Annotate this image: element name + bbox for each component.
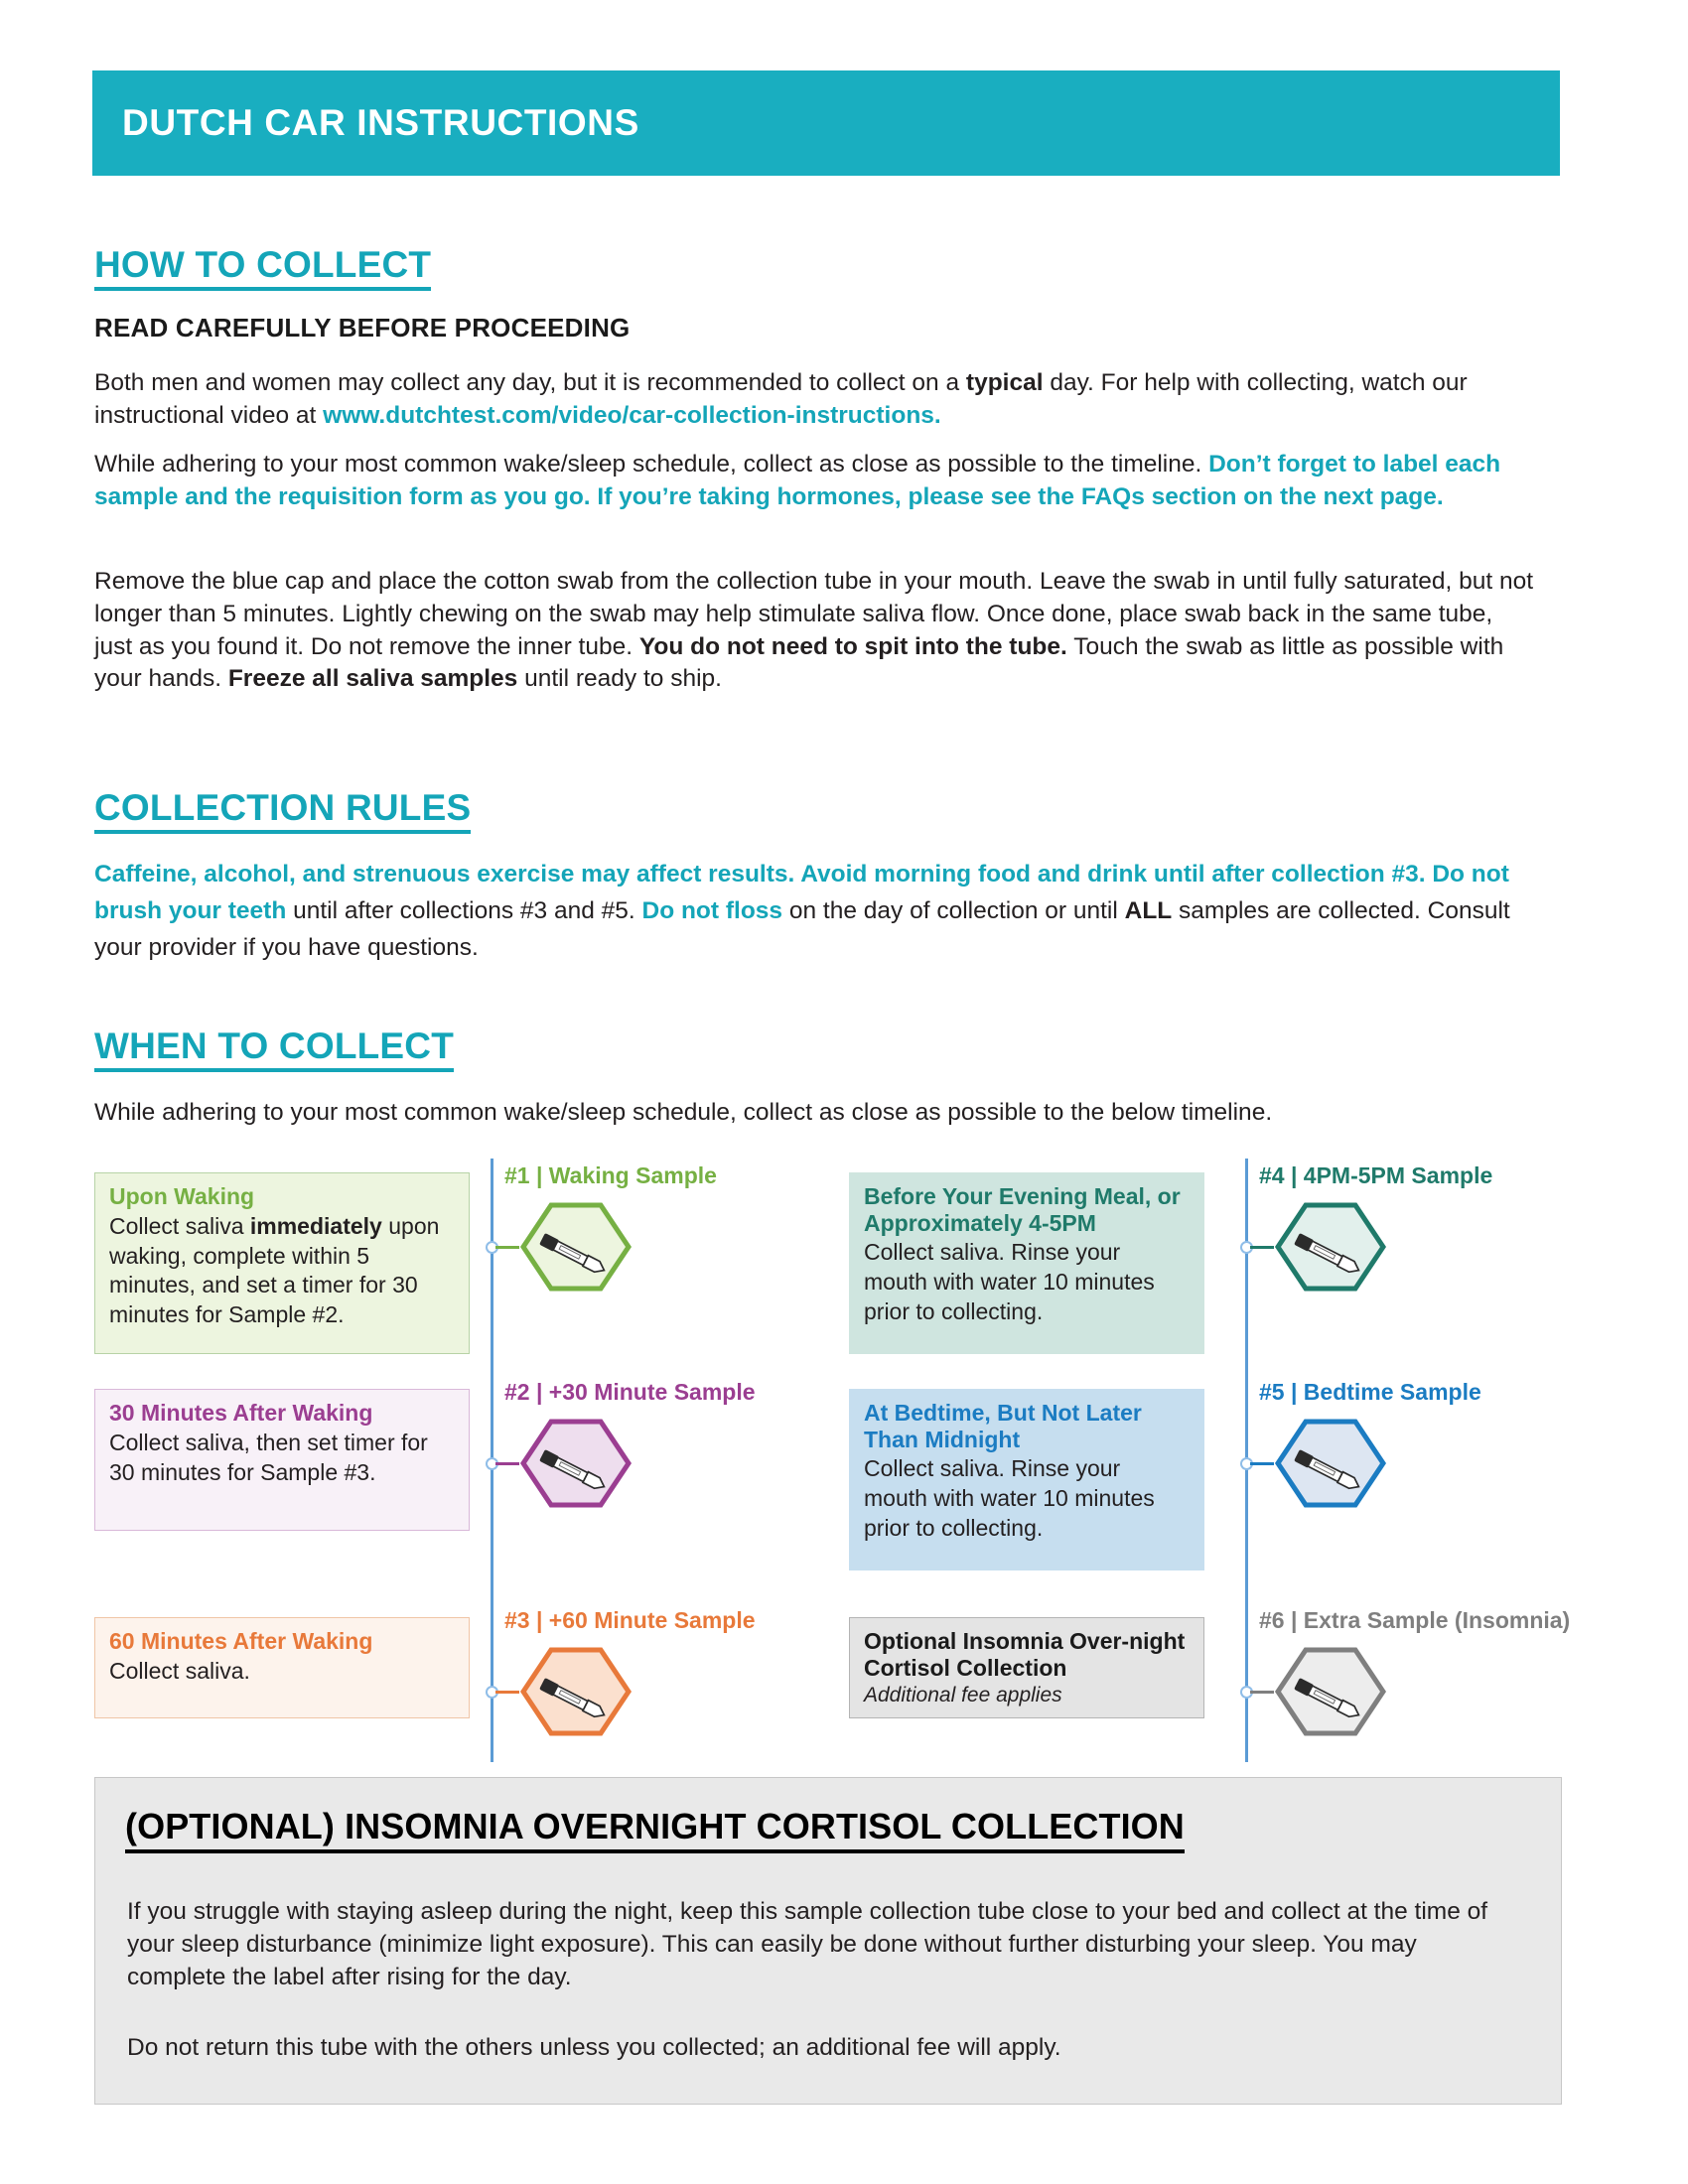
timeline-node-sample-6-label: #6 | Extra Sample (Insomnia) [1259, 1607, 1571, 1633]
read-carefully-text: READ CAREFULLY BEFORE PROCEEDING [94, 313, 631, 342]
p3-part1: Remove the blue cap and place the cotton swab from the collection tube in your mouth. Leave the swab in until fully saturated, but not longer than 5 minutes. Lightly chewing on the swab may help stimulate saliva flow. Once done, place swab back in the same tube, just as you found it. Do not remove the inner tube. [94, 568, 1534, 660]
hexagon-sample-4 [1272, 1201, 1389, 1327]
info-box-sample-5-title: At Bedtime, But Not Later Than Midnight [864, 1400, 1142, 1452]
how-to-collect-heading-text: HOW TO COLLECT [94, 246, 431, 291]
hexagon-svg-sample-1 [517, 1201, 634, 1322]
rules-teal-1: Caffeine, alcohol, and strenuous exercise may affect results. Avoid morning food and drink until after collection #3. Do not brush your teeth [94, 861, 1509, 925]
how-to-collect-paragraph-1 [94, 367, 1524, 433]
timeline-connector-sample-5 [1250, 1462, 1274, 1465]
optional-section-paragraph-1: If you struggle with staying asleep during the night, keep this sample collection tube close to your bed and collect at the time of your sleep disturbance (minimize light exposure). This can easily be done without further disturbing your sleep. You may complete the label after rising for the day. [127, 1898, 1488, 1991]
info-box-sample-2 [94, 1389, 470, 1531]
hexagon-svg-sample-2 [517, 1418, 634, 1539]
p1-bold-typical: typical [965, 369, 1044, 396]
optional-section-paragraph-2: Do not return this tube with the others unless you collected; an additional fee will apply. [127, 2034, 1061, 2061]
p3-part3: until ready to ship. [517, 665, 722, 693]
info-box-sample-6 [849, 1617, 1204, 1718]
p3-part2: Touch the swab as little as possible with your hands. [94, 632, 1504, 693]
sample-5-text-a: Collect saliva. Rinse your mouth with water 10 minutes prior to collecting. [864, 1455, 1155, 1542]
info-box-sample-6-note: Additional fee applies [864, 1684, 1062, 1707]
hexagon-svg-sample-3 [517, 1646, 634, 1767]
how-to-collect-paragraph-2 [94, 449, 1534, 514]
sample-3-text-a: Collect saliva. [109, 1657, 250, 1684]
when-to-collect-intro-text: While adhering to your most common wake/sleep schedule, collect as close as possible to the below timeline. [94, 1099, 1273, 1126]
info-box-sample-5 [849, 1389, 1204, 1570]
info-box-sample-3-title: 60 Minutes After Waking [109, 1628, 373, 1654]
collection-rules-heading-text: COLLECTION RULES [94, 789, 471, 834]
optional-insomnia-section [94, 1777, 1562, 2105]
hexagon-sample-5 [1272, 1418, 1389, 1544]
timeline-node-sample-5-label: #5 | Bedtime Sample [1259, 1379, 1481, 1405]
collection-rules-paragraph [94, 856, 1534, 967]
sample-4-text-a: Collect saliva. Rinse your mouth with water 10 minutes prior to collecting. [864, 1239, 1155, 1325]
info-box-sample-3-text [109, 1657, 455, 1687]
hexagon-sample-3 [517, 1646, 634, 1772]
rules-plain-3: samples are collected. Consult your provider if you have questions. [94, 897, 1510, 962]
p1-part2: day. For help with collecting, watch our instructional video at [94, 369, 1468, 429]
info-box-sample-6-title: Optional Insomnia Over-night Cortisol Collection [864, 1628, 1186, 1681]
hexagon-sample-6 [1272, 1646, 1389, 1772]
rules-plain-1: until after collections #3 and #5. [286, 897, 642, 925]
info-box-sample-2-title: 30 Minutes After Waking [109, 1400, 373, 1426]
hexagon-sample-2 [517, 1418, 634, 1544]
rules-teal-2: Do not floss [641, 897, 783, 925]
when-to-collect-heading-text: WHEN TO COLLECT [94, 1027, 454, 1072]
info-box-sample-4 [849, 1172, 1204, 1354]
hexagon-svg-sample-6 [1272, 1646, 1389, 1767]
info-box-sample-4-text [864, 1238, 1190, 1327]
info-box-sample-3 [94, 1617, 470, 1718]
p2-part1: While adhering to your most common wake/sleep schedule, collect as close as possible to the timeline. [94, 451, 1209, 478]
page-header-banner [92, 70, 1560, 176]
hexagon-svg-sample-4 [1272, 1201, 1389, 1322]
info-box-sample-1-text [109, 1212, 455, 1331]
info-box-sample-1 [94, 1172, 470, 1354]
read-carefully-subheading [94, 313, 630, 343]
timeline-connector-sample-1 [495, 1246, 519, 1249]
info-box-sample-4-title: Before Your Evening Meal, or Approximately 4-5PM [864, 1183, 1181, 1236]
p3-bold-no-spit: You do not need to spit into the tube. [638, 632, 1067, 660]
info-box-sample-1-title: Upon Waking [109, 1183, 255, 1209]
timeline-node-sample-2-label: #2 | +30 Minute Sample [504, 1379, 756, 1405]
section-how-to-collect-heading [94, 246, 431, 291]
info-box-sample-5-text [864, 1454, 1190, 1544]
sample-1-text-a: Collect saliva [109, 1212, 250, 1239]
timeline-node-sample-1-label: #1 | Waking Sample [504, 1162, 717, 1188]
timeline-connector-sample-6 [1250, 1691, 1274, 1694]
timeline-node-sample-3-label: #3 | +60 Minute Sample [504, 1607, 756, 1633]
video-link[interactable]: www.dutchtest.com/video/car-collection-instructions. [323, 401, 941, 429]
info-box-sample-2-text [109, 1429, 455, 1488]
when-to-collect-intro [94, 1097, 1534, 1130]
rules-plain-2: on the day of collection or until [782, 897, 1125, 925]
hexagon-svg-sample-5 [1272, 1418, 1389, 1539]
p3-bold-freeze: Freeze all saliva samples [227, 665, 518, 693]
hexagon-sample-1 [517, 1201, 634, 1327]
p2-highlight: Don’t forget to label each sample and the requisition form as you go. If you’re taking hormones, please see the FAQs section on the next page. [94, 451, 1501, 510]
timeline-connector-sample-4 [1250, 1246, 1274, 1249]
optional-section-title: (OPTIONAL) INSOMNIA OVERNIGHT CORTISOL COLLECTION [125, 1806, 1185, 1853]
timeline-connector-sample-2 [495, 1462, 519, 1465]
collection-timeline [94, 1162, 1574, 1762]
sample-1-text-b: upon waking, complete within 5 minutes, and set a timer for 30 minutes for Sample #2. [109, 1212, 440, 1328]
timeline-connector-sample-3 [495, 1691, 519, 1694]
timeline-node-sample-4-label: #4 | 4PM-5PM Sample [1259, 1162, 1493, 1188]
section-when-to-collect-heading [94, 1027, 454, 1072]
how-to-collect-paragraph-3 [94, 566, 1534, 696]
p1-part1: Both men and women may collect any day, but it is recommended to collect on a [94, 369, 966, 396]
sample-1-text-bold: immediately [249, 1212, 382, 1239]
rules-bold-all: ALL [1124, 897, 1173, 925]
section-collection-rules-heading [94, 789, 471, 834]
page-title: DUTCH CAR INSTRUCTIONS [122, 102, 639, 143]
sample-2-text-a: Collect saliva, then set timer for 30 minutes for Sample #3. [109, 1429, 428, 1485]
